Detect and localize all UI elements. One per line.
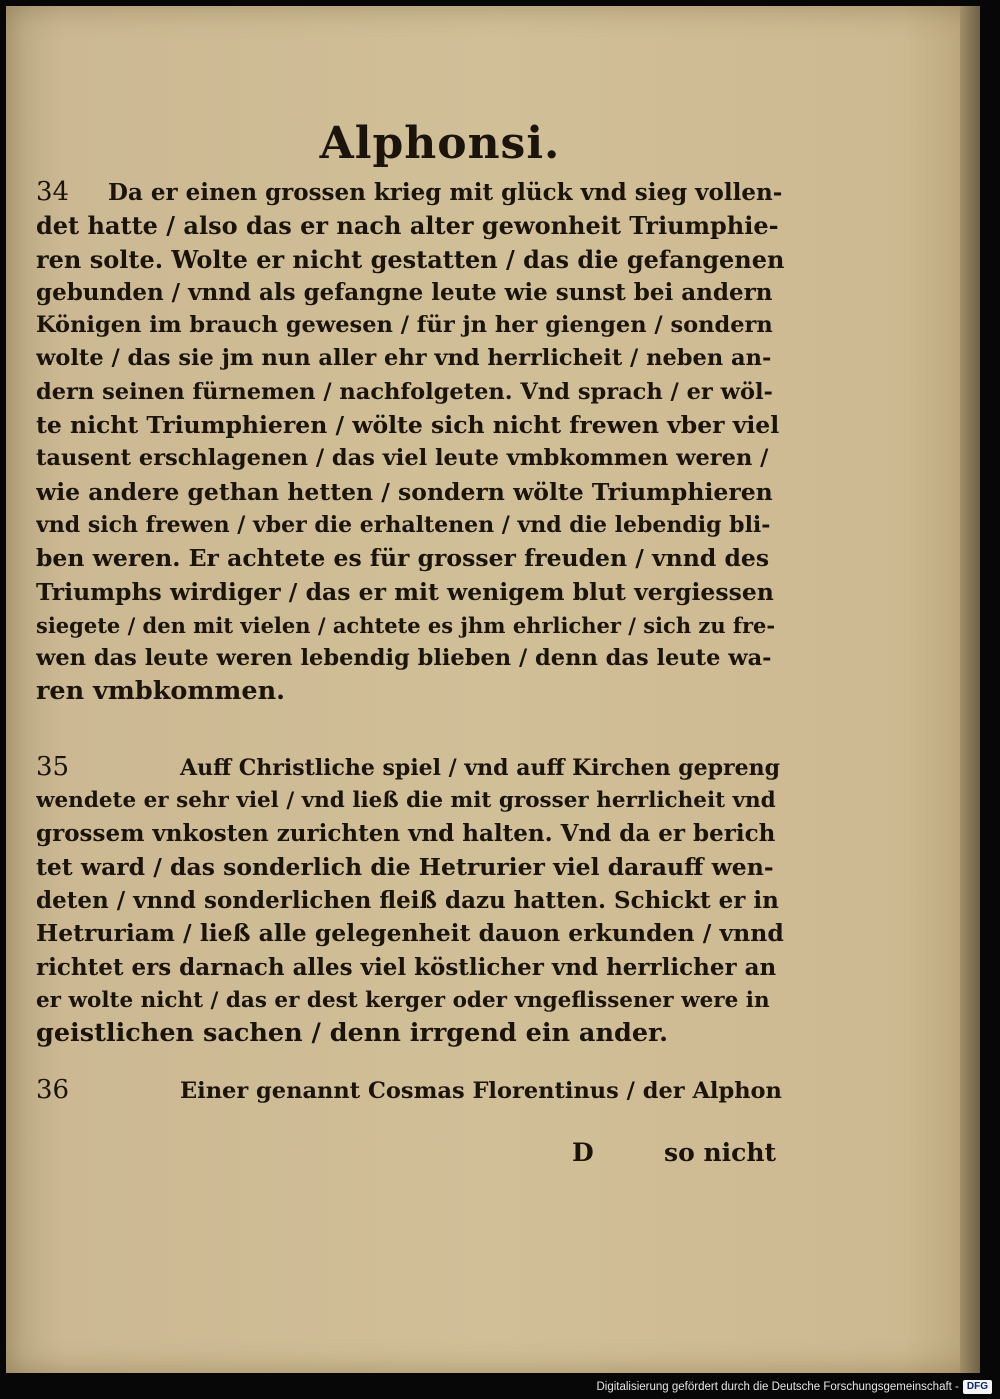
text-line: geistlichen sachen / denn irrgend ein ander. (36, 1018, 669, 1049)
text-line: wolte / das sie jm nun aller ehr vnd herrlicheit / neben an- (36, 345, 772, 372)
section-34 (36, 176, 784, 709)
page-text (36, 112, 784, 1108)
running-head: Alphonsi. (319, 118, 561, 169)
text-line: 34 Da er einen grossen krieg mit glück vnd sieg vollen- (36, 176, 784, 209)
section-36 (36, 1074, 784, 1107)
footer-credit-text: Digitalisierung gefördert durch die Deutsche Forschungsgemeinschaft - (596, 1381, 959, 1393)
text-line: er wolte nicht / das er dest kerger oder vngeflissener were in (36, 987, 770, 1013)
text-line: vnd sich frewen / vber die erhaltenen / vnd die lebendig bli- (36, 511, 771, 538)
text-line: grossem vnkosten zurichten vnd halten. Vnd da er berich (36, 820, 776, 848)
text-line: siegete / den mit vielen / achtete es jhm ehrlicher / sich zu fre- (36, 612, 776, 638)
text-line: ren solte. Wolte er nicht gestatten / das die gefangenen (36, 244, 784, 274)
section-number: 34 (36, 177, 70, 207)
text-line: te nicht Triumphieren / wölte sich nicht frewen vber viel (36, 411, 780, 440)
section-35 (36, 751, 784, 1051)
section-number: 35 (36, 751, 70, 782)
text-line: ben weren. Er achtete es für grosser freuden / vnnd des (36, 544, 770, 573)
paragraph-gap (36, 709, 784, 751)
text-line: deten / vnnd sonderlichen fleiß dazu hatten. Schickt er in (36, 886, 779, 914)
text-line: Triumphs wirdiger / das er mit wenigem blut vergiessen (36, 577, 774, 606)
text-line: det hatte / also das er nach alter gewonheit Triumphie- (36, 211, 779, 241)
signature-mark: D (572, 1138, 594, 1167)
text-line: gebunden / vnnd als gefangne leute wie sunst bei andern (36, 278, 773, 306)
catchword: so nicht (664, 1138, 777, 1167)
page-spine-edge (960, 6, 980, 1373)
text-line: wen das leute weren lebendig blieben / denn das leute wa- (36, 645, 772, 672)
text-line: Hetruriam / ließ alle gelegenheit dauon erkunden / vnnd (36, 919, 784, 948)
text-line: wendete er sehr viel / vnd ließ die mit grosser herrlicheit vnd (36, 788, 776, 814)
text-line: ren vmbkommen. (36, 676, 285, 707)
footer-credit (596, 1378, 992, 1396)
text-line: richtet ers darnach alles viel köstlicher vnd herrlicher an (36, 953, 777, 981)
text-line: wie andere gethan hetten / sondern wölte Triumphieren (36, 477, 773, 506)
text-line: 35 Auff Christliche spiel / vnd auff Kirchen gepreng (36, 751, 784, 784)
dfg-logo-icon[interactable]: DFG (963, 1380, 992, 1394)
text-line: Königen im brauch gewesen / für jn her giengen / sondern (36, 312, 773, 339)
text-line: tausent erschlagenen / das viel leute vmbkommen weren / (36, 445, 769, 472)
paragraph-gap (36, 1050, 784, 1074)
text-line: tet ward / das sonderlich die Hetrurier viel darauff wen- (36, 852, 774, 881)
section-number: 36 (36, 1075, 70, 1106)
text-line: dern seinen fürnemen / nachfolgeten. Vnd sprach / er wöl- (36, 378, 773, 405)
text-line: 36 Einer genannt Cosmas Florentinus / der Alphon (36, 1074, 784, 1107)
